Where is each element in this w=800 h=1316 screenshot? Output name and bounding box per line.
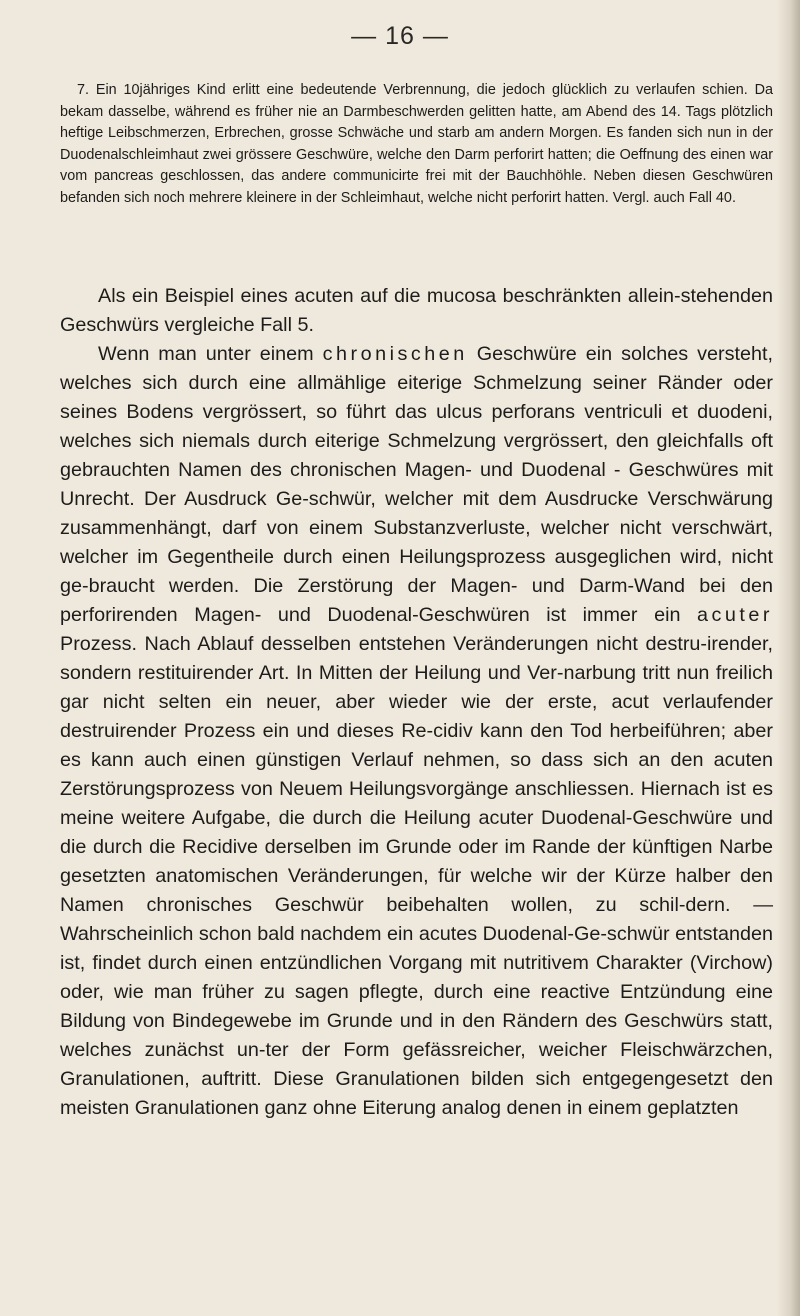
text-run: Geschwüre ein solches versteht, welches sich durch eine allmählige eiterige Schmelzung seiner Ränder oder seines Bodens vergrössert, so führt das ulcus perforans ventriculi et duodeni, welches sich niemals durch eiterige Schmelzung vergrössert, den gleichfalls oft gebrauchten Namen des chronischen Magen- und Duodenal - Geschwüres mit Unrecht. Der Ausdruck Ge-schwür, welcher mit dem Ausdrucke Verschwärung zusammenhängt, darf von einem Substanzverluste, welcher nicht verschwärt, welcher im Gegentheile durch einen Heilungsprozess ausgeglichen wird, nicht ge-braucht werden. Die Zerstörung der Magen- und Darm-Wand bei den perforirenden Magen- und Duodenal-Geschwüren ist immer ein: [60, 343, 773, 626]
main-text: [60, 282, 773, 1123]
page-number: — 16 —: [351, 22, 449, 50]
text-run: Wenn man unter einem: [98, 343, 323, 365]
paragraph-acute-example: Als ein Beispiel eines acuten auf die mucosa beschränkten allein-stehenden Geschwürs vergleiche Fall 5.: [60, 285, 773, 336]
footnote-paragraph: 7. Ein 10jähriges Kind erlitt eine bedeutende Verbrennung, die jedoch glücklich zu verlaufen schien. Da bekam dasselbe, während es früher nie an Darmbeschwerden gelitten hatte, am Abend des 14. Tags plötzlich heftige Leibschmerzen, Erbrechen, grosse Schwäche und starb am andern Morgen. Es fanden sich nun in der Duodenalschleimhaut zwei grössere Geschwüre, welche den Darm perforirt hatten; die Oeffnung des einen war vom pancreas geschlossen, das andere communicirte frei mit der Bauchhöhle. Neben diesen Geschwüren befanden sich noch mehrere kleinere in der Schleimhaut, welche nicht perforirt hatten. Vergl. auch Fall 40.: [60, 82, 773, 206]
text-run: Prozess. Nach Ablauf desselben entstehen Veränderungen nicht destru-irender, sondern restituirender Art. In Mitten der Heilung und Ver-narbung tritt nun freilich gar nicht selten ein neuer, aber wieder wie der erste, acut verlaufender destruirender Prozess ein und dieses Re-cidiv kann den Tod herbeiführen; aber es kann auch einen günstigen Verlauf nehmen, so dass sich an den acuten Zerstörungsprozess von Neuem Heilungsvorgänge anschliessen. Hiernach ist es meine weitere Aufgabe, die durch die Heilung acuter Duodenal-Geschwüre und die durch die Recidive derselben im Grunde oder im Rande der künftigen Narbe gesetzten anatomischen Veränderungen, für welche wir der Kürze halber den Namen chronisches Geschwür beibehalten wollen, zu schil-dern. — Wahrscheinlich schon bald nachdem ein acutes Duodenal-Ge-schwür entstanden ist, findet durch einen entzündlichen Vorgang mit nutritivem Charakter (Virchow) oder, wie man früher zu sagen pflegte, durch eine reactive Entzündung eine Bildung von Bindegewebe im Grunde und in den Rändern des Geschwürs statt, welches zunächst un-ter der Form gefässreicher, weicher Fleischwärzchen, Granulationen, auftritt. Diese Granulationen bilden sich entgegengesetzt den meisten Granulationen ganz ohne Eiterung analog denen in einem geplatzten: [60, 633, 773, 1119]
page-edge-shadow: [778, 0, 800, 1316]
emphasis-acuter: acuter: [697, 604, 773, 626]
case-footnote: [60, 80, 773, 210]
paragraph-chronic-ulcer: [60, 340, 773, 1123]
emphasis-chronischen: chronischen: [322, 343, 468, 365]
